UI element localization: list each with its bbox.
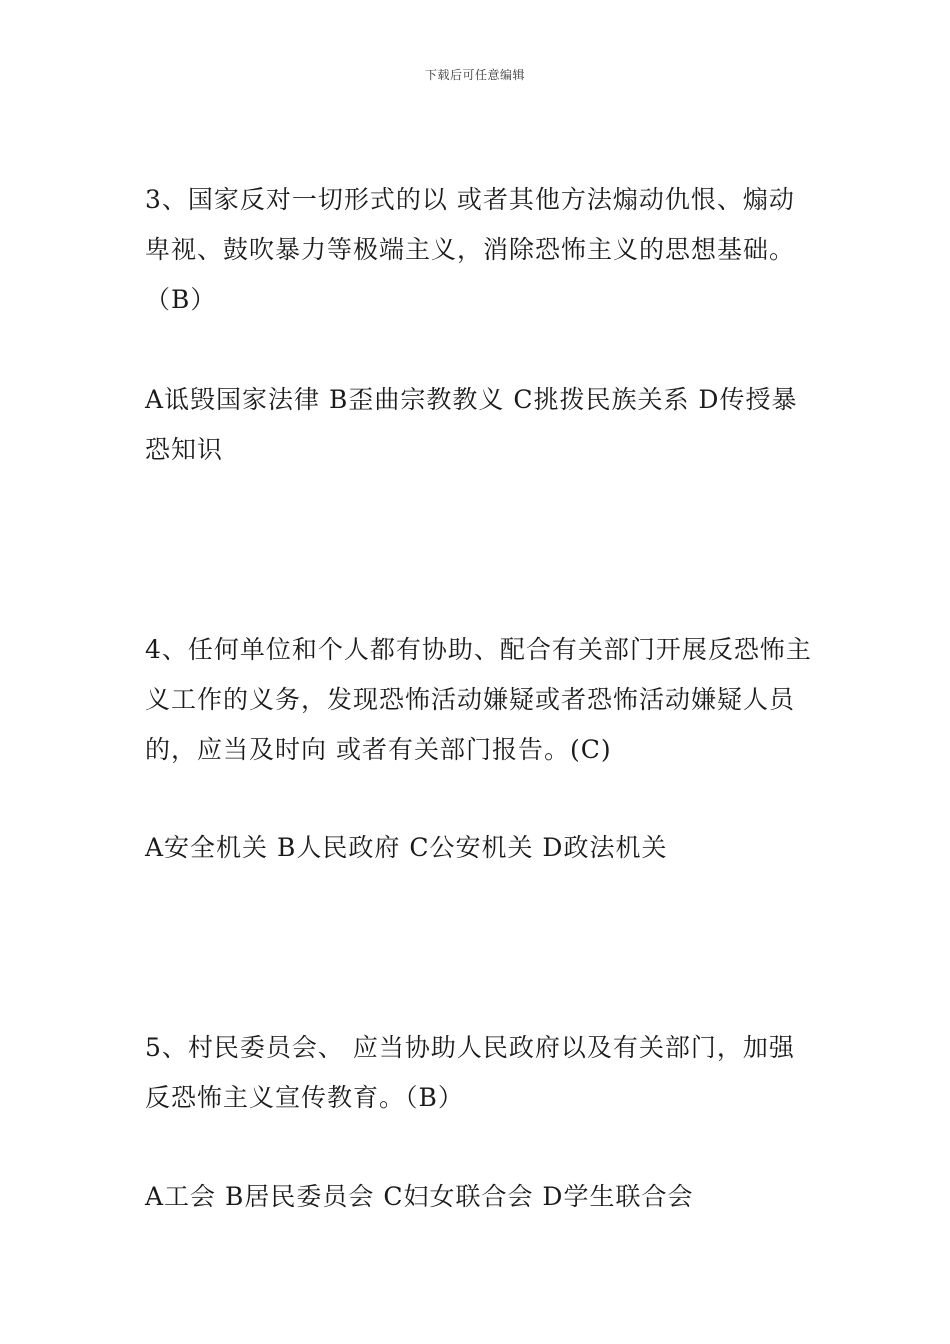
options-line: A诋毁国家法律 B歪曲宗教教义 C挑拨民族关系 D传授暴 [145,385,798,414]
question-3 [145,175,815,325]
question-text-line: 的，应当及时向 或者有关部门报告。(C) [145,735,612,764]
question-text-line: 4、任何单位和个人都有协助、配合有关部门开展反恐怖主 [145,635,812,664]
question-text-line: 反恐怖主义宣传教育。（B） [145,1083,464,1112]
question-text-line: 3、国家反对一切形式的以 或者其他方法煽动仇恨、煽动 [145,185,795,214]
question-answer: （B） [145,285,217,314]
options-line: A安全机关 B人民政府 C公安机关 D政法机关 [145,833,668,862]
options-line: 恐知识 [145,435,224,464]
question-5-options [145,1172,815,1222]
question-4 [145,625,815,775]
options-line: A工会 B居民委员会 C妇女联合会 D学生联合会 [145,1182,694,1211]
question-text-line: 义工作的义务，发现恐怖活动嫌疑或者恐怖活动嫌疑人员 [145,685,796,714]
page-header: 下载后可任意编辑 [424,68,525,82]
question-4-options [145,823,815,873]
question-5 [145,1023,815,1123]
question-text-line: 卑视、鼓吹暴力等极端主义，消除恐怖主义的思想基础。 [145,235,796,264]
question-text-line: 5、村民委员会、 应当协助人民政府以及有关部门，加强 [145,1033,795,1062]
question-3-options [145,375,815,475]
